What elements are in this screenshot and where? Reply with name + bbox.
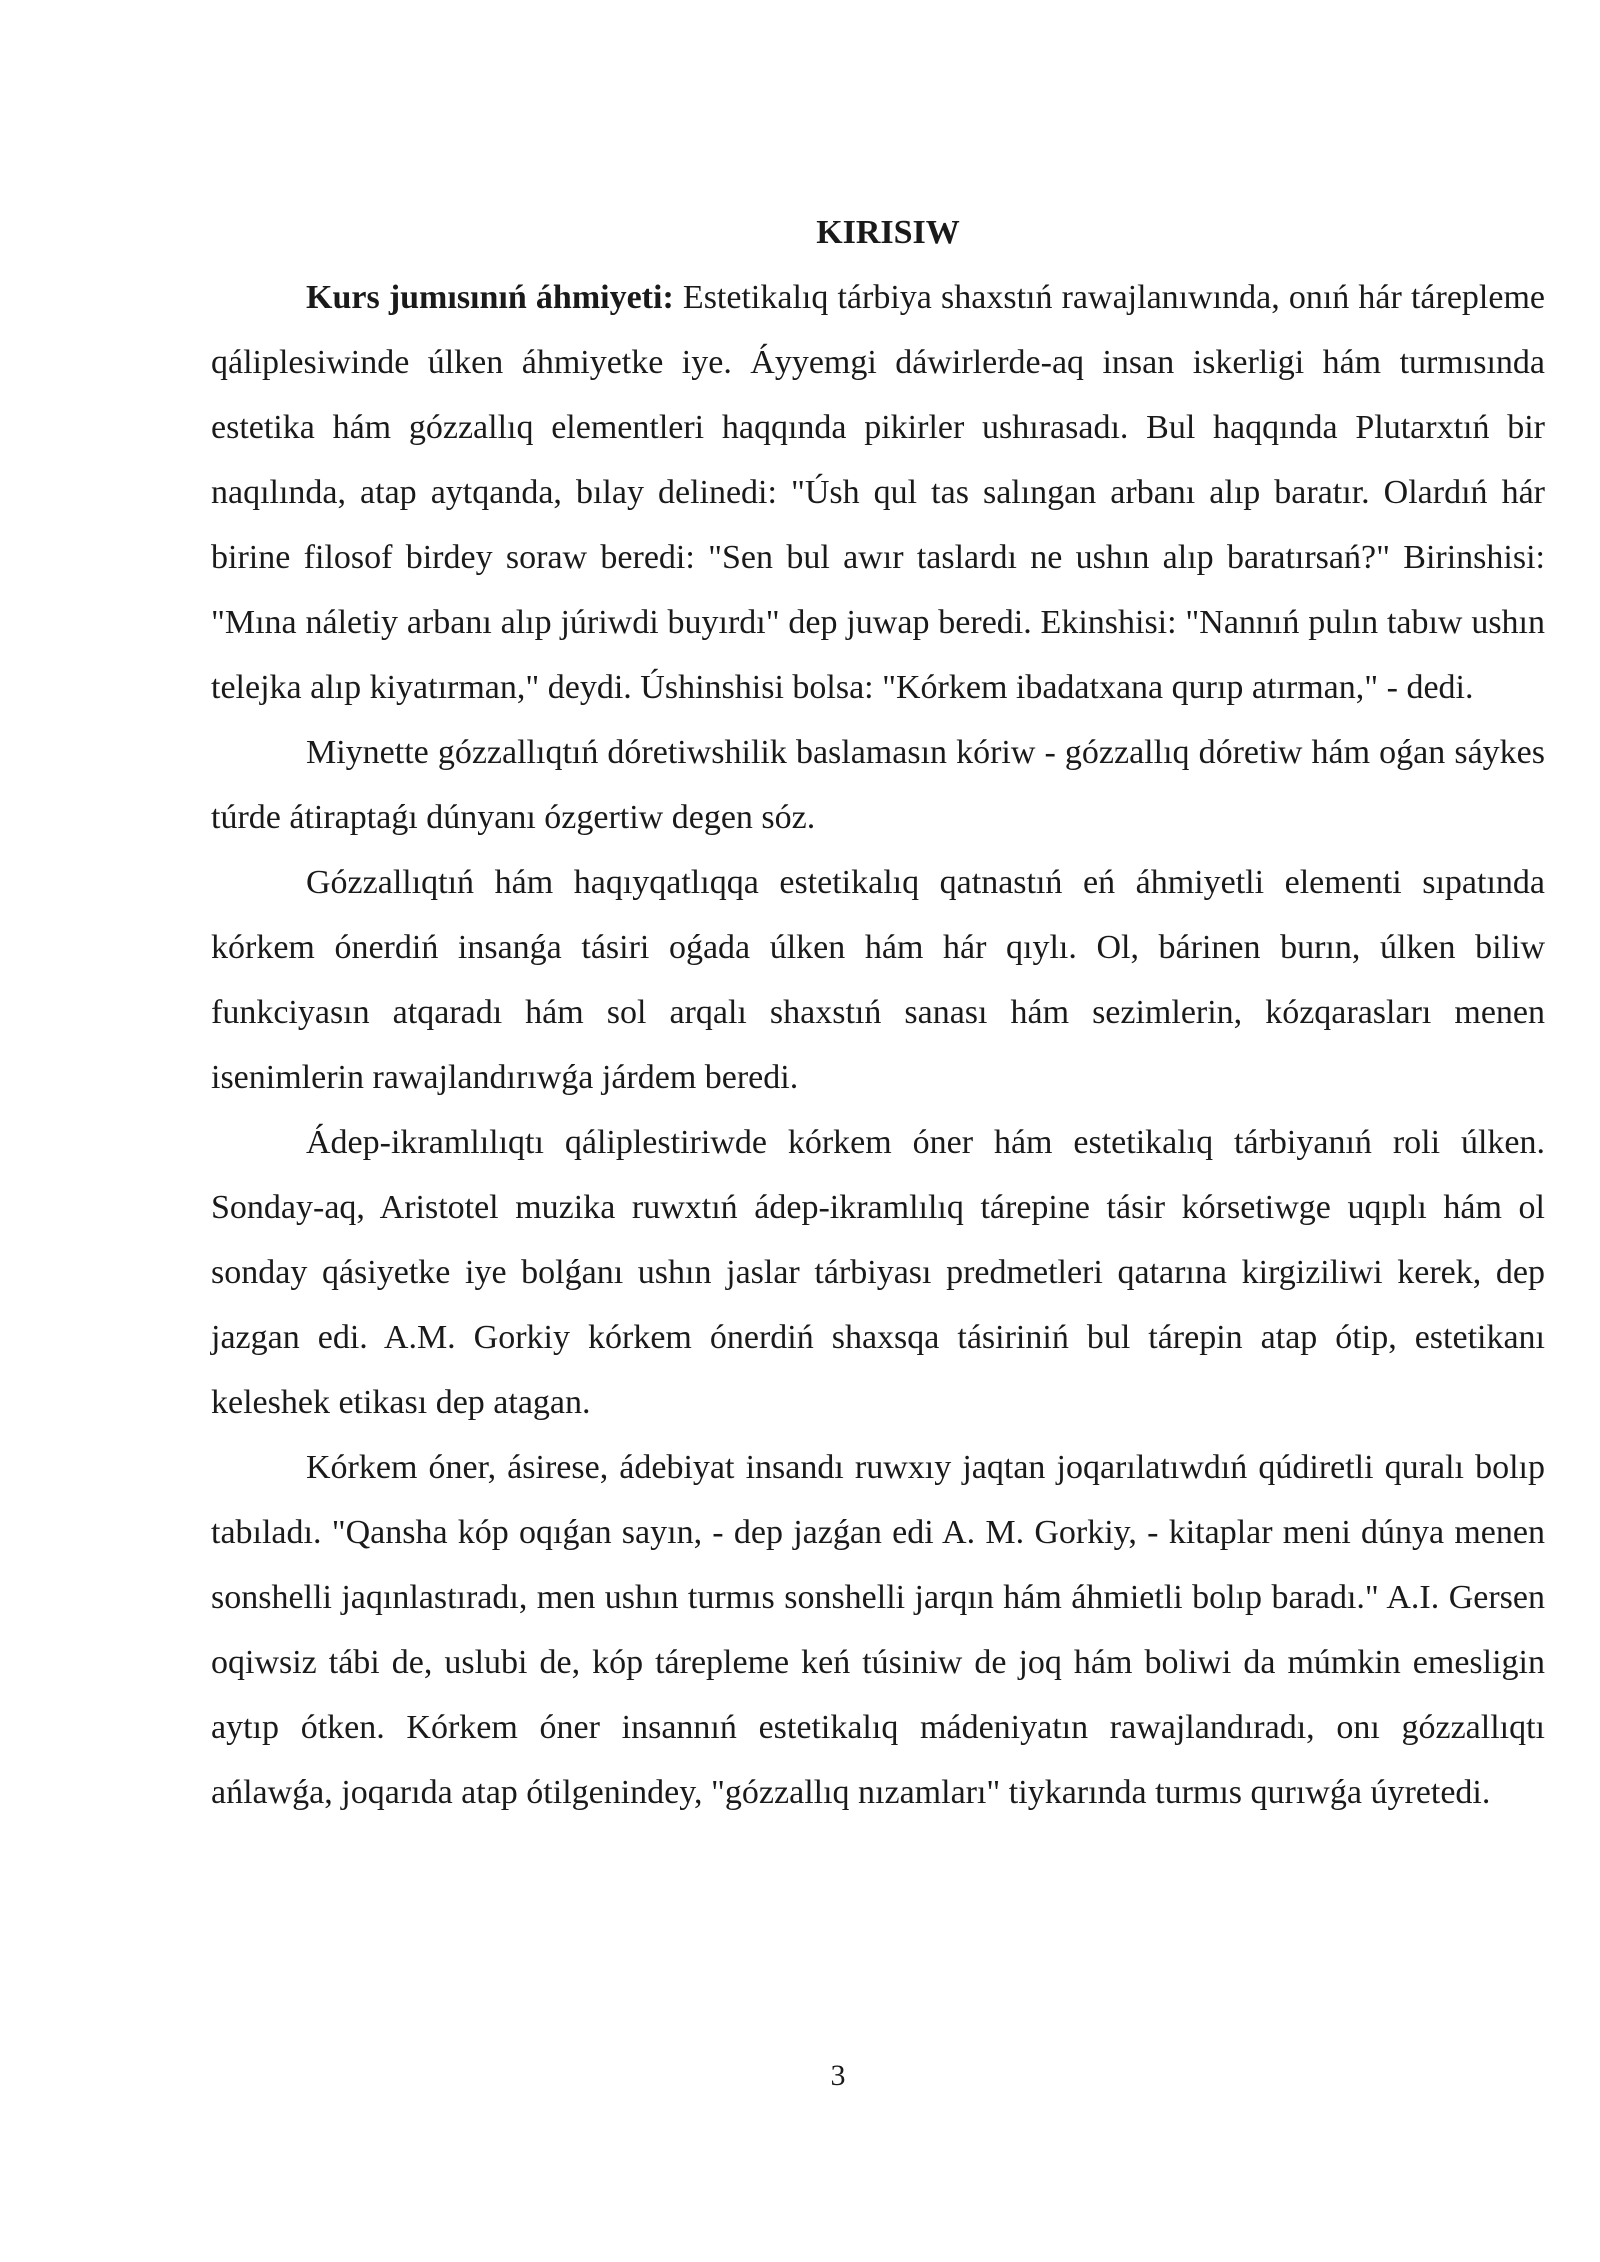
paragraph-5: Kórkem óner, ásirese, ádebiyat insandı ruwxıy jaqtan joqarılatıwdıń qúdiretli quralı bolıp tabıladı. "Qansha kóp oqıǵan sayın, - dep jazǵan edi A. M. Gorkiy, - kitaplar meni dúnya menen sonshelli jaqınlastıradı, men ushın turmıs sonshelli jarqın hám áhmietli bolıp baradı." A.I. Gersen oqiwsiz tábi de, uslubi de, kóp tárepleme keń túsiniw de joq hám boliwi da múmkin emesligin aytıp ótken. Kórkem óner insannıń estetikalıq mádeniyatın rawajlandıradı, onı gózzallıqtı ańlawǵa, joqarıda atap ótilgenindey, "gózzallıq nızamları" tiykarında turmıs qurıwǵa úyretedi.	[211, 1449, 1545, 1811]
paragraph-4: Ádep-ikramlılıqtı qáliplestiriwde kórkem óner hám estetikalıq tárbiyanıń roli úlken. Sonday-aq, Aristotel muzika ruwxtıń ádep-ikramlılıq tárepine tásir kórsetiwge uqıplı hám ol sonday qásiyetke iye bolǵanı ushın jaslar tárbiyası predmetleri qatarına kirgiziliwi kerek, dep jazgan edi. A.M. Gorkiy kórkem ónerdiń shaxsqa tásiriniń bul tárepin atap ótip, estetikanı keleshek etikası dep atagan.	[211, 1124, 1545, 1421]
page-title: KIRISIW	[816, 214, 960, 251]
paragraph-1	[211, 265, 1545, 720]
page-number: 3	[830, 2059, 846, 2092]
paragraph-1-text: Estetikalıq tárbiya shaxstıń rawajlanıwında, onıń hár tárepleme qáliplesiwinde úlken áhmiyetke iye. Áyyemgi dáwirlerde-aq insan iskerligi hám turmısında estetika hám gózzallıq elementleri haqqında pikirler ushırasadı. Bul haqqında Plutarxtıń bir naqılında, atap aytqanda, bılay delinedi: "Úsh qul tas salıngan arbanı alıp baratır. Olardıń hár birine filosof birdey soraw beredi: "Sen bul awır taslardı ne ushın alıp baratırsań?" Birinshisi: "Mına náletiy arbanı alıp júriwdi buyırdı" dep juwap beredi. Ekinshisi: "Nannıń pulın tabıw ushın telejka alıp kiyatırman," deydi. Úshinshisi bolsa: "Kórkem ibadatxana qurıp atırman," - dedi.	[211, 279, 1546, 706]
paragraph-3: Gózzallıqtıń hám haqıyqatlıqqa estetikalıq qatnastıń eń áhmiyetli elementi sıpatında kórkem ónerdiń insanǵa tásiri oǵada úlken hám hár qıylı. Ol, bárinen burın, úlken biliw funkciyasın atqaradı hám sol arqalı shaxstıń sanası hám sezimlerin, kózqarasları menen isenimlerin rawajlandırıwǵa járdem beredi.	[211, 864, 1545, 1096]
paragraph-2: Miynette gózzallıqtıń dóretiwshilik baslamasın kóriw - gózzallıq dóretiw hám oǵan sáykes túrde átiraptaǵı dúnyanı ózgertiw degen sóz.	[211, 734, 1545, 836]
document-body	[211, 200, 1545, 1825]
paragraph-1-lead: Kurs jumısınıń áhmiyeti:	[306, 279, 674, 316]
